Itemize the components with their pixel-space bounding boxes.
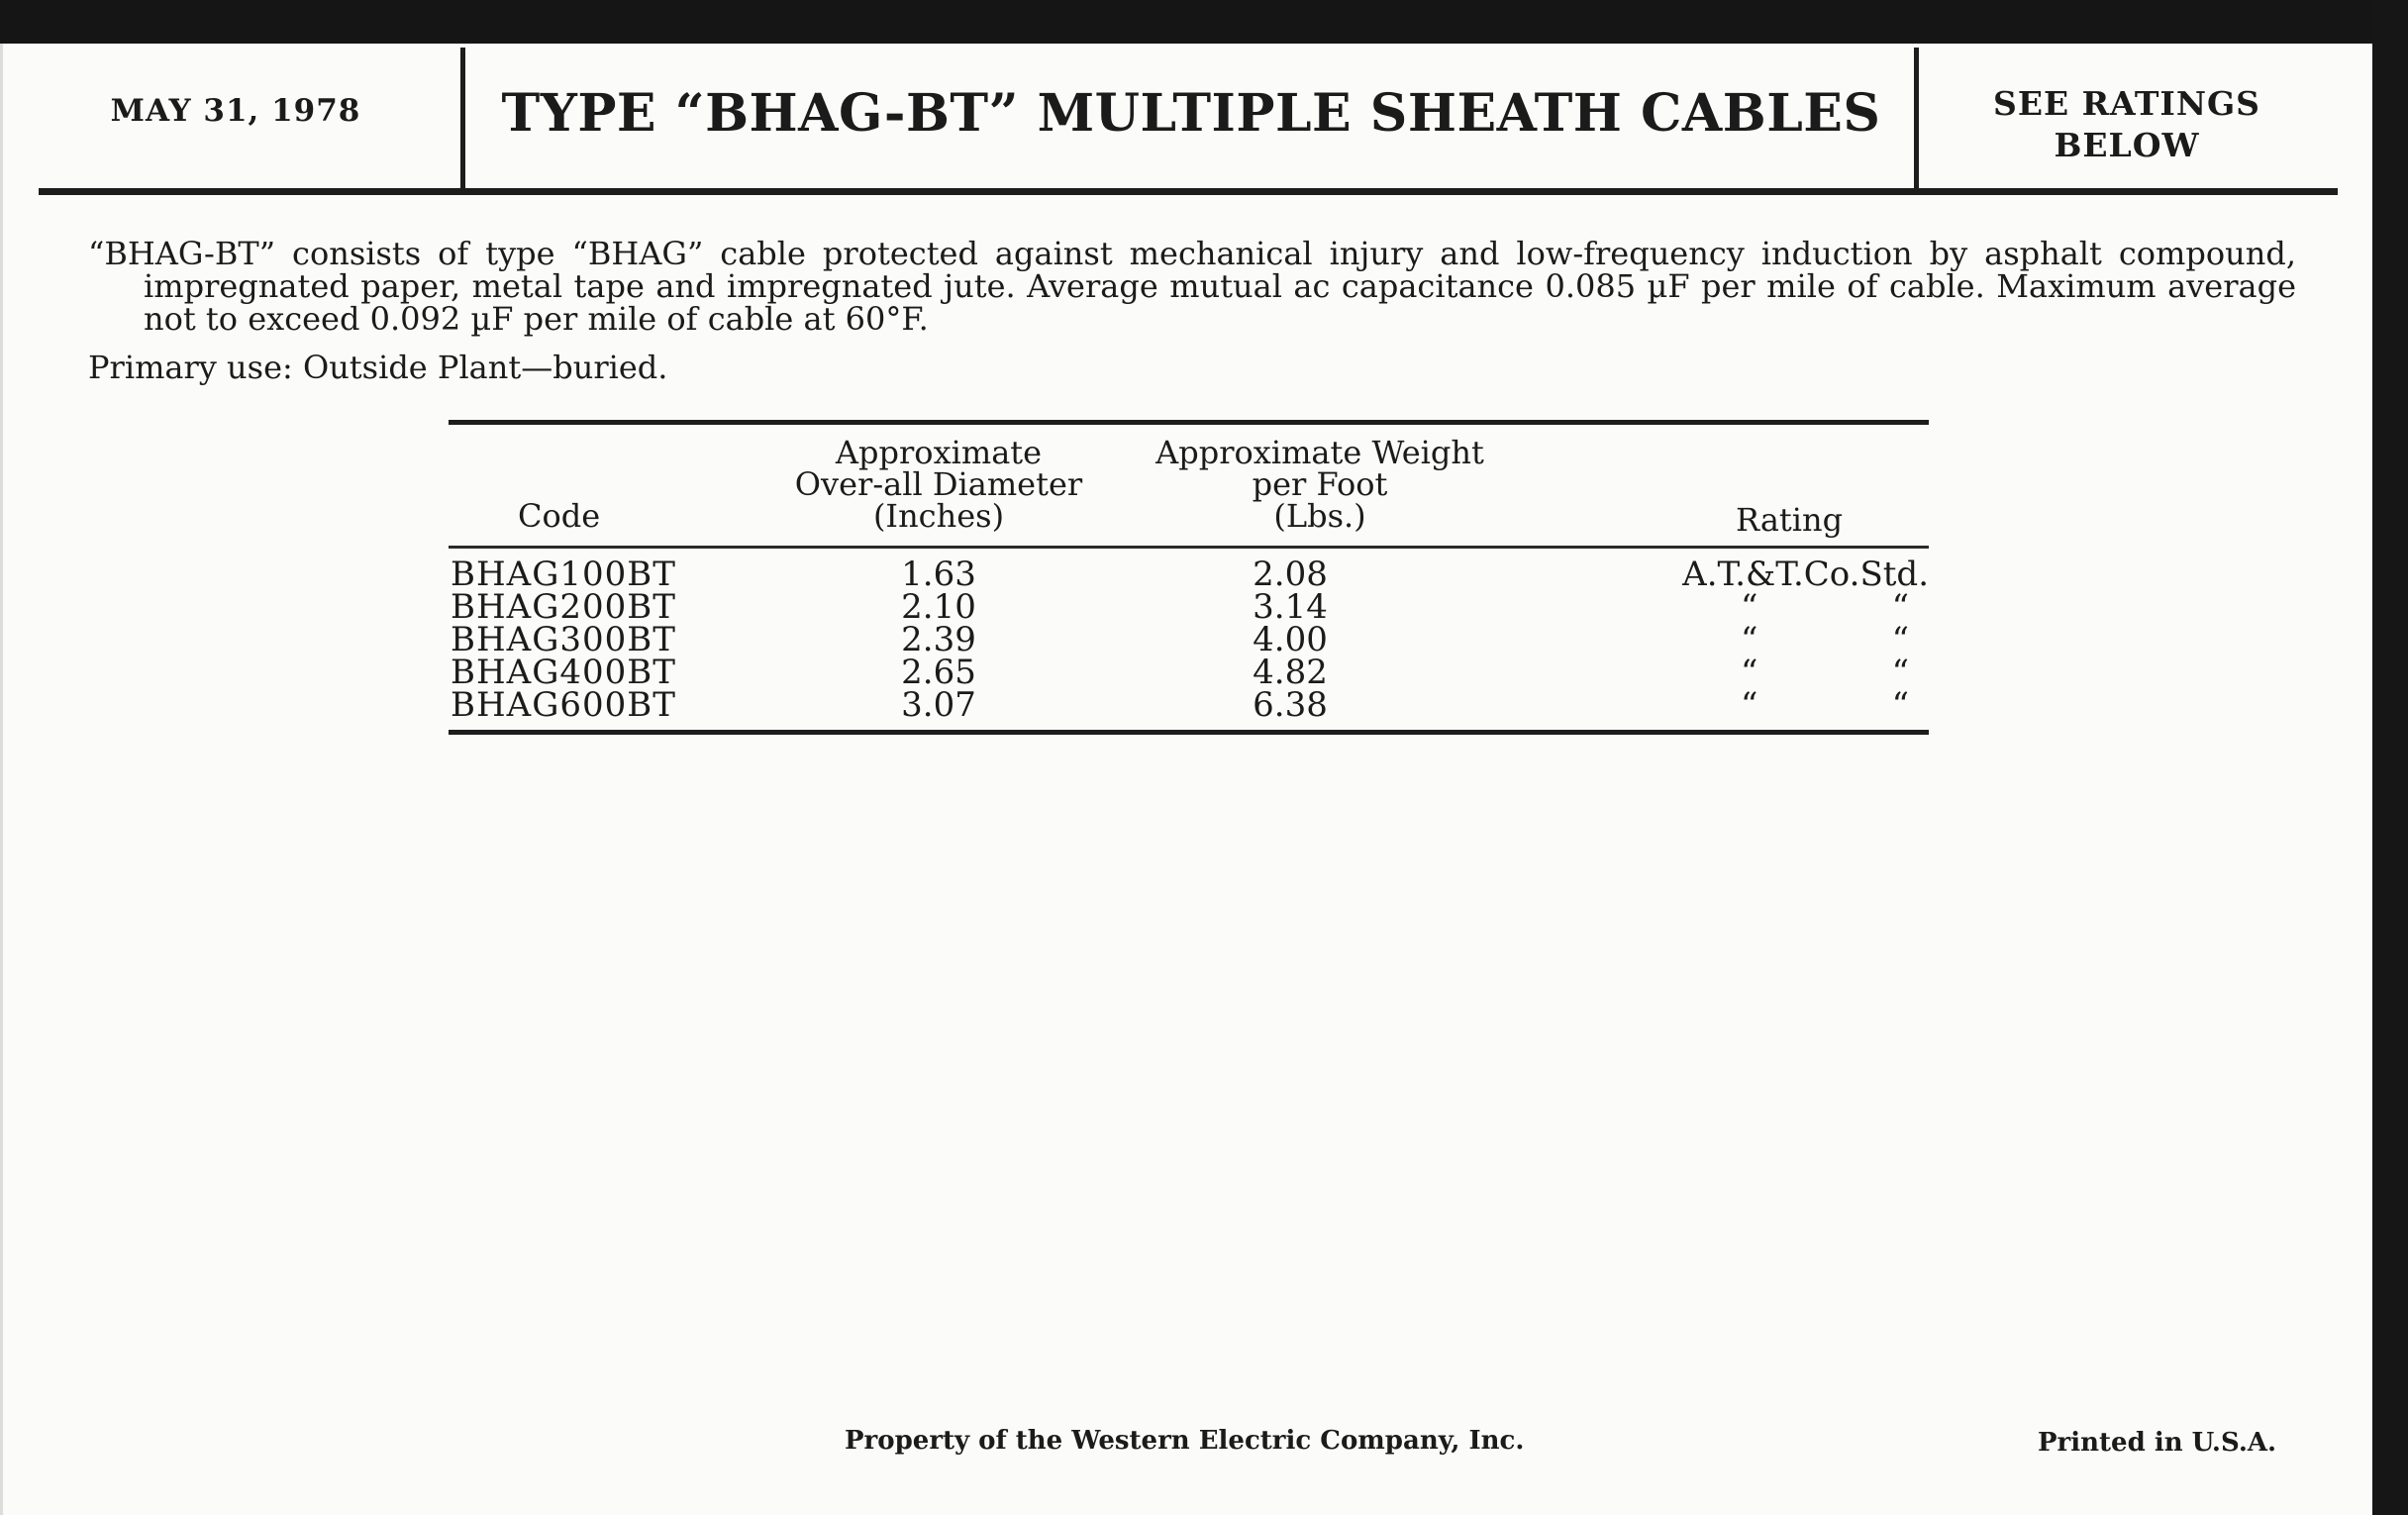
header-weight-line3: (Lbs.) (1273, 497, 1366, 535)
cable-table (449, 420, 1929, 735)
cell-rating-ditto: “ “ (1741, 653, 1909, 692)
header-diameter-line2: Over-all Diameter (794, 465, 1083, 503)
header-rule (39, 188, 2338, 195)
cell-rating-ditto: “ “ (1741, 685, 1909, 725)
footer-property: Property of the Western Electric Company, Inc. (845, 1426, 1525, 1456)
cell-code: BHAG300BT (451, 620, 676, 659)
header-diameter-line1: Approximate (835, 434, 1043, 471)
document-card (0, 44, 2372, 1515)
header-weight (1142, 434, 1498, 535)
header-date: MAY 31, 1978 (110, 93, 361, 129)
header-ratings-line2: BELOW (2054, 126, 2200, 164)
cell-weight: 2.08 (1253, 555, 1328, 594)
header-ratings-line1: SEE RATINGS (1992, 84, 2261, 123)
table-row (449, 685, 1929, 725)
primary-use: Primary use: Outside Plant—buried. (88, 349, 668, 386)
cell-rating-ditto: “ “ (1741, 587, 1909, 627)
cell-code: BHAG600BT (451, 685, 676, 725)
header-divider-left (460, 48, 465, 188)
header-divider-right (1914, 48, 1919, 188)
cell-rating-ditto: “ “ (1741, 620, 1909, 659)
table-bottom-rule (449, 730, 1929, 735)
table-body (449, 549, 1929, 730)
cell-weight: 4.82 (1253, 653, 1328, 692)
header-title: TYPE “BHAG-BT” MULTIPLE SHEATH CABLES (501, 83, 1881, 144)
cell-diameter: 2.10 (901, 587, 976, 627)
header-diameter (785, 434, 1092, 535)
cell-weight: 4.00 (1253, 620, 1328, 659)
scan-top-border (0, 0, 2408, 44)
header-weight-line1: Approximate Weight (1155, 434, 1484, 471)
scan-right-border (2372, 0, 2408, 1515)
cell-code: BHAG200BT (451, 587, 676, 627)
cell-diameter: 2.39 (901, 620, 976, 659)
cell-diameter: 2.65 (901, 653, 976, 692)
cell-weight: 6.38 (1253, 685, 1328, 725)
cell-diameter: 1.63 (901, 555, 976, 594)
header-code: Code (518, 497, 601, 535)
description-paragraph: “BHAG-BT” consists of type “BHAG” cable protected against mechanical injury and low-frequency induction by asphalt compound, impregnated paper, metal tape and impregnated jute. Average mutual ac capacitance 0.085 µF per mile of cable. Maximum average not to exceed 0.092 µF per mile of cable at 60°F. (88, 235, 2296, 338)
cell-rating: A.T.&T.Co.Std. (1682, 555, 1929, 594)
header-rating: Rating (1736, 501, 1844, 539)
cell-code: BHAG400BT (451, 653, 676, 692)
cell-weight: 3.14 (1253, 587, 1328, 627)
cell-diameter: 3.07 (901, 685, 976, 725)
header-ratings (1944, 83, 2310, 166)
cell-code: BHAG100BT (451, 555, 676, 594)
header-diameter-line3: (Inches) (872, 497, 1005, 535)
header-weight-line2: per Foot (1252, 465, 1388, 503)
table-header (449, 425, 1929, 546)
footer-printed: Printed in U.S.A. (2038, 1428, 2277, 1458)
